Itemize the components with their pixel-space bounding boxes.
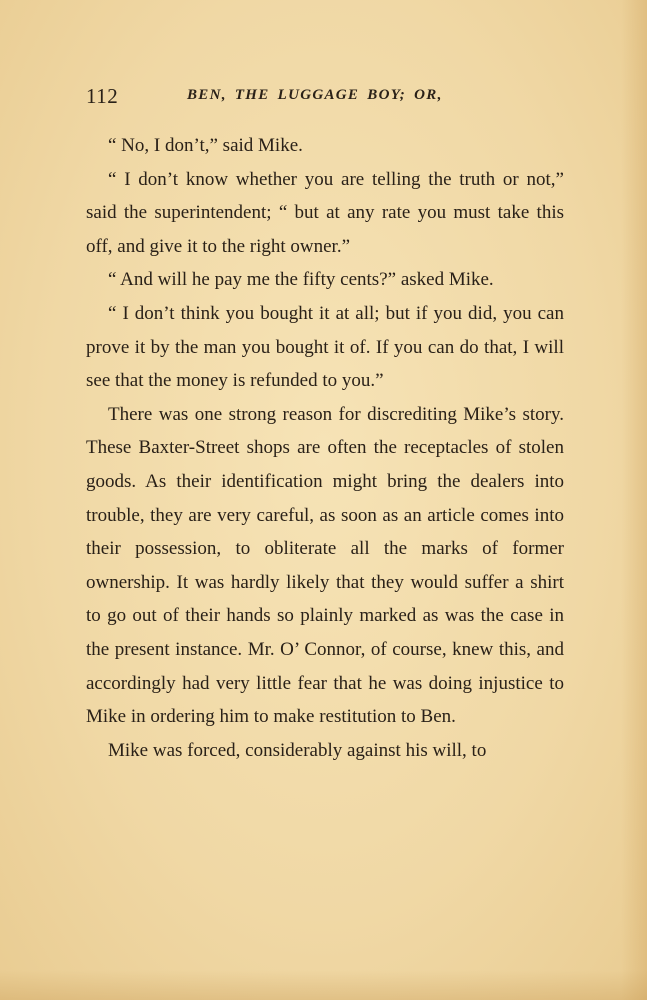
paragraph: “ No, I don’t,” said Mike. (108, 135, 303, 156)
page-edge-shadow-bottom (0, 970, 647, 1000)
paragraph: “ I don’t know whether you are telling the truth or not,” said the superintendent; “ but at any rate you must take this off, and give it to the right owner.” (86, 168, 564, 257)
page-number: 112 (86, 84, 119, 108)
page-header (86, 84, 566, 112)
body-text (86, 129, 564, 767)
paragraph: Mike was forced, considerably against his will, to (108, 739, 487, 761)
running-head: BEN, THE LUGGAGE BOY; OR, (187, 87, 443, 103)
paragraph: There was one strong reason for discrediting Mike’s story. These Baxter-Street shops are often the receptacles of stolen goods. As their identification might bring the dealers into trouble, they are very careful, as soon as an article comes into their possession, to obliterate all the marks of former ownership. It was hardly likely that they would suffer a shirt to go out of their hands so plainly marked as was the case in the present instance. Mr. O’ Connor, of course, knew this, and accordingly had very little fear that he was doing injustice to Mike in ordering him to make restitution to Ben. (86, 403, 564, 728)
paragraph: “ I don’t think you bought it at all; but if you did, you can prove it by the man you bought it of. If you can do that, I will see that the money is refunded to you.” (86, 302, 564, 392)
paragraph: “ And will he pay me the fifty cents?” asked Mike. (108, 269, 494, 291)
page-edge-shadow-right (621, 0, 647, 1000)
